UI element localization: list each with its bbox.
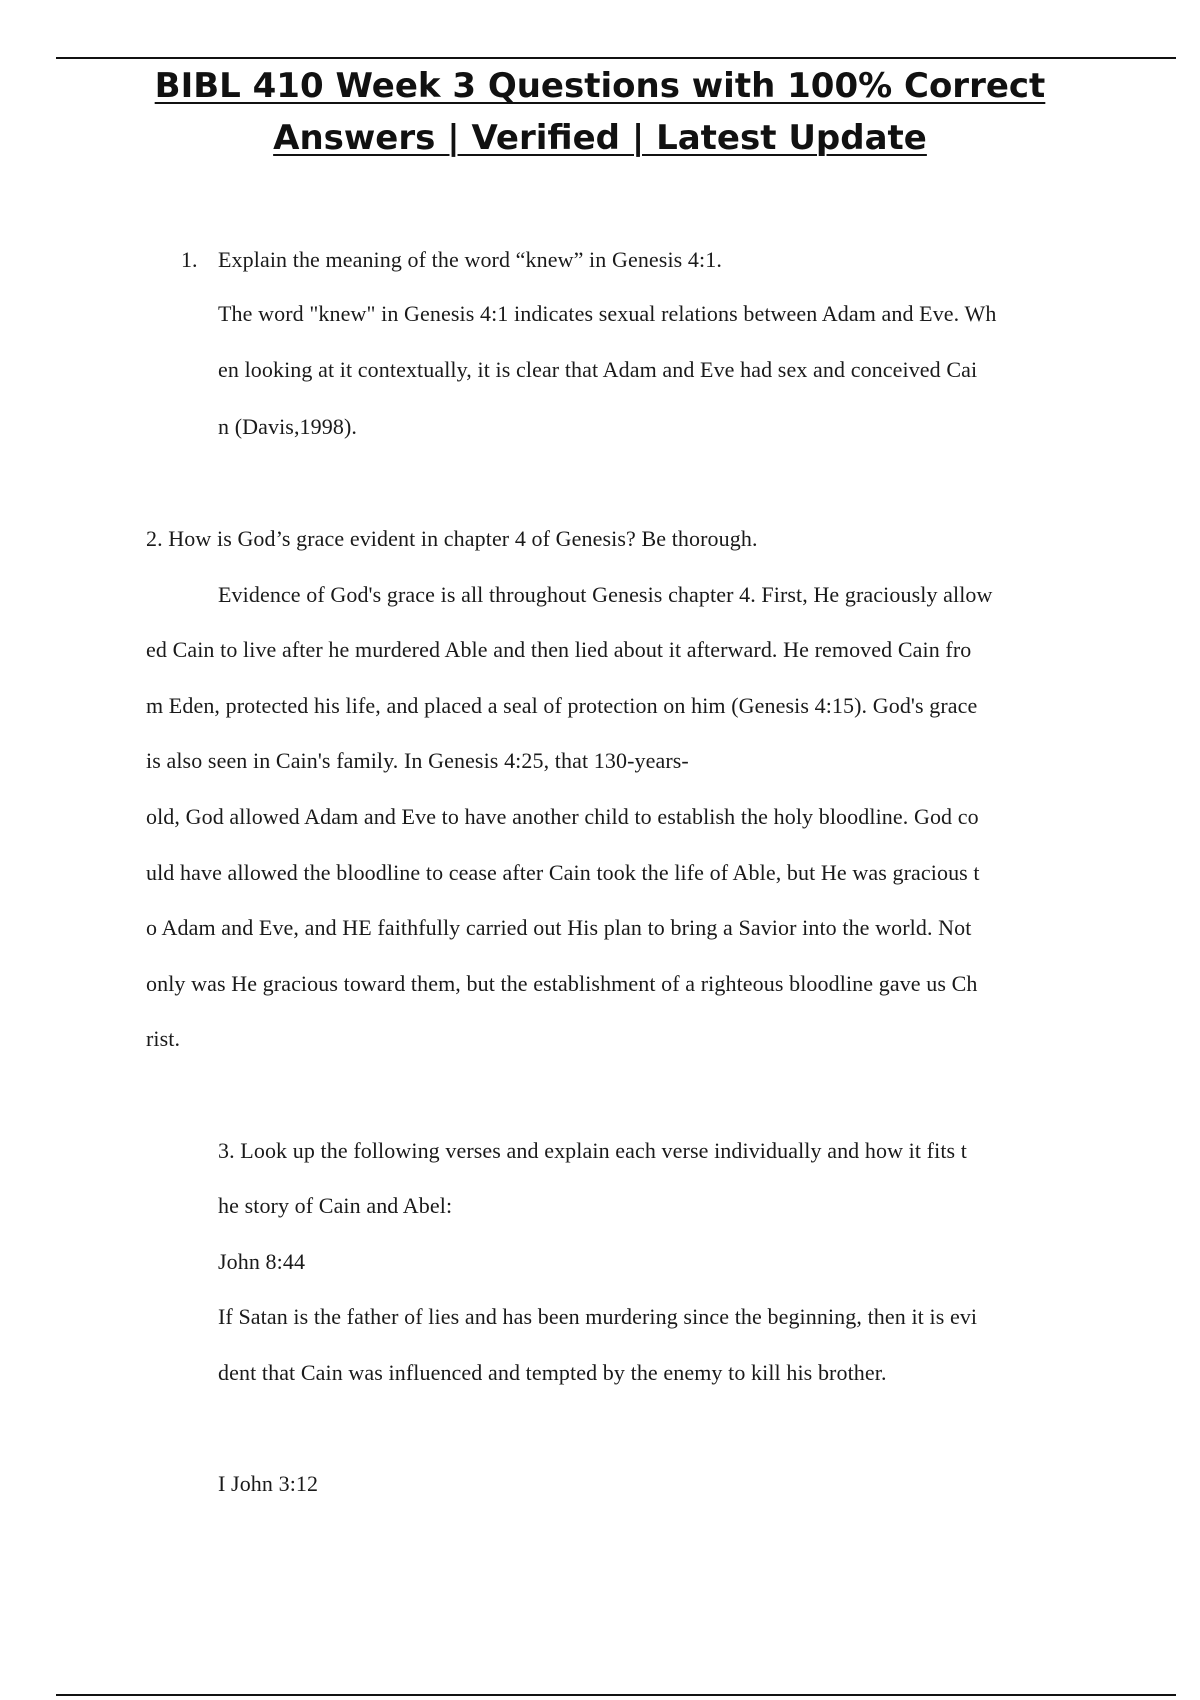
answer-2-line: is also seen in Cain's family. In Genesis 4:25, that 130-years- [146, 748, 689, 773]
answer-2-line: ed Cain to live after he murdered Able and then lied about it afterward. He removed Cain fro [146, 637, 972, 662]
answer-1-line: en looking at it contextually, it is clear that Adam and Eve had sex and conceived Cai [218, 357, 978, 382]
verse-reference-john-8-44: John 8:44 [218, 1249, 306, 1274]
answer-1-line: n (Davis,1998). [218, 414, 357, 439]
document-title [0, 60, 1200, 164]
title-line-1: BIBL 410 Week 3 Questions with 100% Correct [154, 66, 1046, 106]
answer-2-line: uld have allowed the bloodline to cease after Cain took the life of Able, but He was gracious t [146, 860, 980, 885]
top-rule [56, 57, 1176, 59]
bottom-rule [56, 1694, 1176, 1696]
answer-2-line: o Adam and Eve, and HE faithfully carried out His plan to bring a Savior into the world. Not [146, 915, 972, 940]
answer-2-line: m Eden, protected his life, and placed a seal of protection on him (Genesis 4:15). God's grace [146, 693, 978, 718]
answer-2-line: rist. [146, 1026, 181, 1051]
answer-3-line: dent that Cain was influenced and tempted by the enemy to kill his brother. [218, 1360, 887, 1385]
answer-1-line: The word "knew" in Genesis 4:1 indicates sexual relations between Adam and Eve. Wh [218, 301, 997, 326]
question-1-number: 1. [181, 247, 198, 272]
answer-3-line: If Satan is the father of lies and has been murdering since the beginning, then it is evi [218, 1304, 978, 1329]
title-line-2: Answers | Verified | Latest Update [273, 118, 927, 158]
question-3-text: 3. Look up the following verses and explain each verse individually and how it fits t [218, 1138, 968, 1163]
answer-2-line: Evidence of God's grace is all throughout Genesis chapter 4. First, He graciously allow [218, 582, 993, 607]
question-2-text: 2. How is God’s grace evident in chapter 4 of Genesis? Be thorough. [146, 526, 758, 551]
question-3-text: he story of Cain and Abel: [218, 1193, 453, 1218]
question-1-text: Explain the meaning of the word “knew” in Genesis 4:1. [218, 247, 722, 272]
answer-2-line: old, God allowed Adam and Eve to have another child to establish the holy bloodline. God co [146, 804, 979, 829]
verse-reference-1-john-3-12: I John 3:12 [218, 1471, 319, 1496]
answer-2-line: only was He gracious toward them, but the establishment of a righteous bloodline gave us Ch [146, 971, 978, 996]
